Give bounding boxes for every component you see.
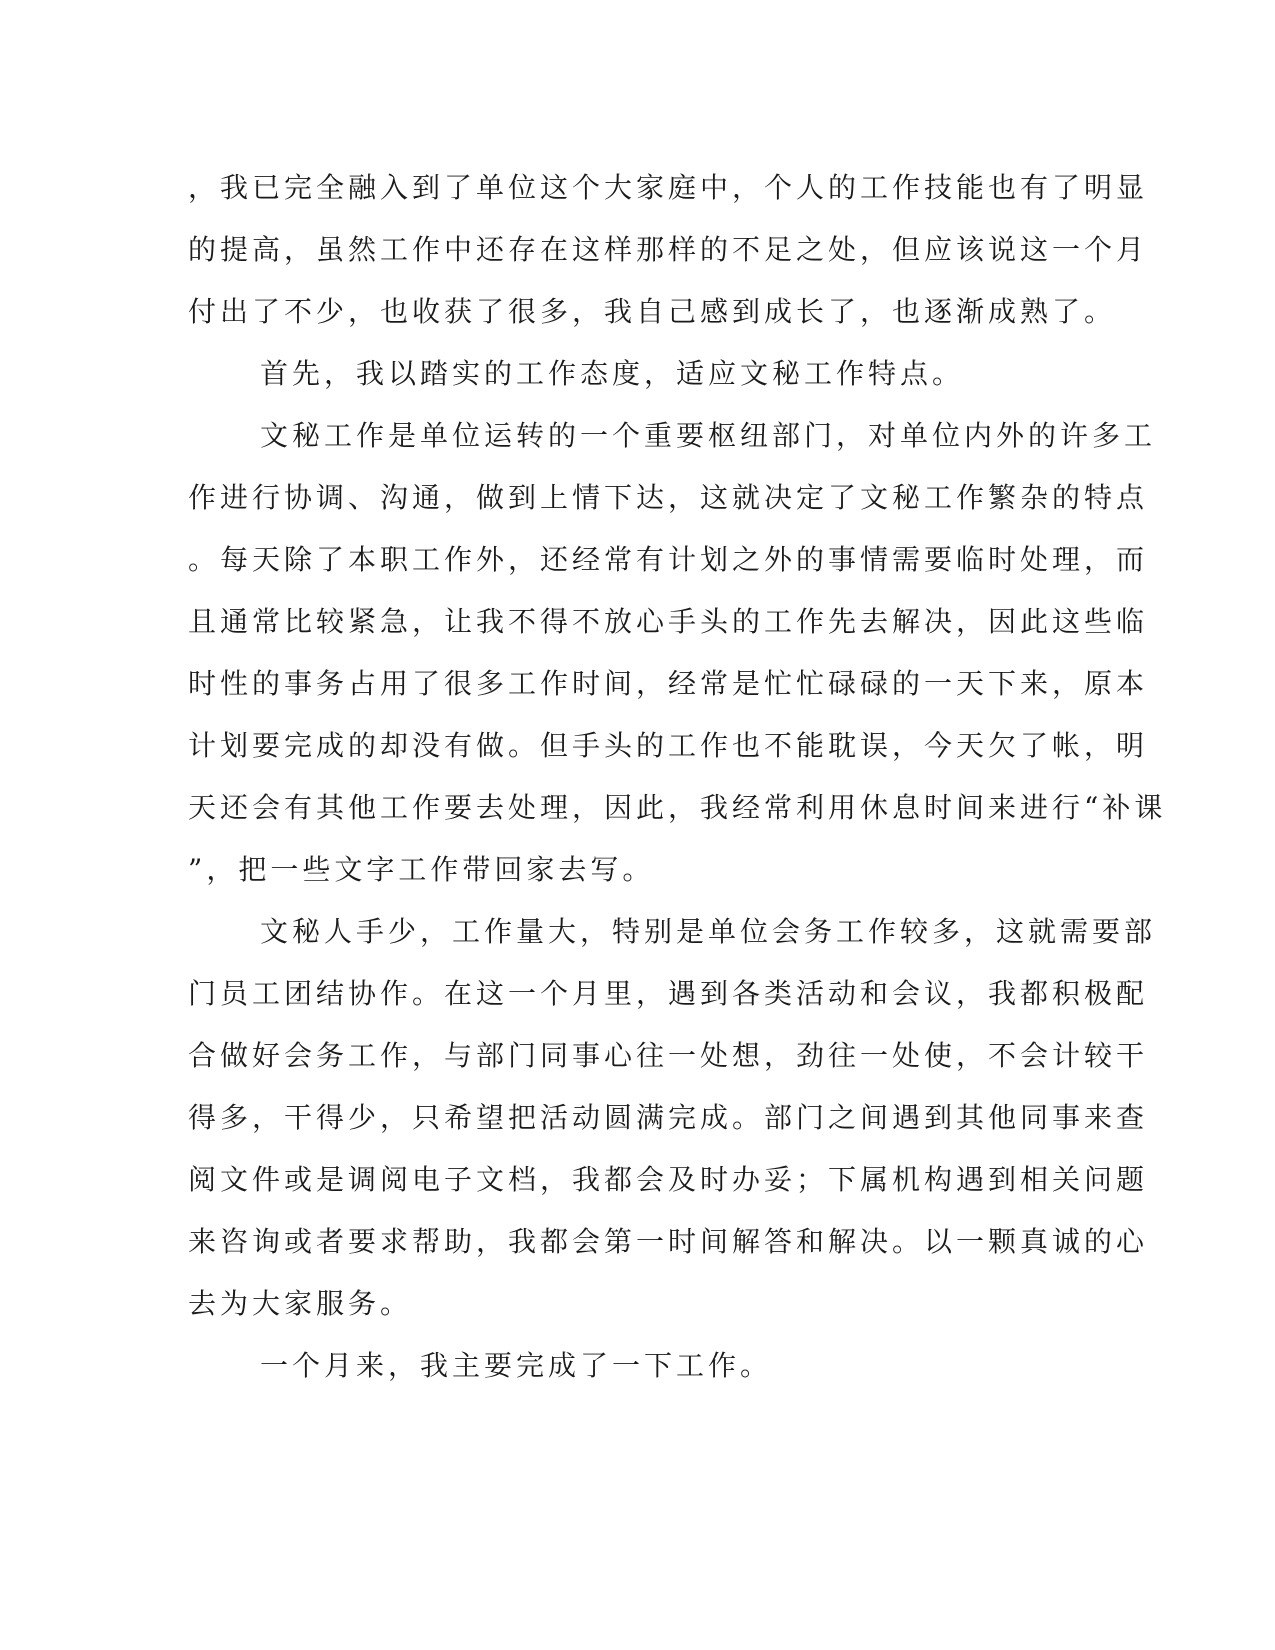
text-line-5: 文秘工作是单位运转的一个重要枢纽部门，对单位内外的许多工 <box>260 419 1157 452</box>
text-line-15: 合做好会务工作，与部门同事心往一处想，劲往一处使，不会计较干 <box>188 1039 1149 1072</box>
text-line-3: 付出了不少，也收获了很多，我自己感到成长了，也逐渐成熟了。 <box>188 295 1117 328</box>
text-line-16: 得多，干得少，只希望把活动圆满完成。部门之间遇到其他同事来查 <box>188 1101 1149 1134</box>
text-line-4: 首先，我以踏实的工作态度，适应文秘工作特点。 <box>260 357 965 390</box>
text-line-1: ，我已完全融入到了单位这个大家庭中，个人的工作技能也有了明显 <box>188 171 1149 204</box>
text-line-14: 门员工团结协作。在这一个月里，遇到各类活动和会议，我都积极配 <box>188 977 1149 1010</box>
text-line-8: 且通常比较紧急，让我不得不放心手头的工作先去解决，因此这些临 <box>188 605 1149 638</box>
text-line-6: 作进行协调、沟通，做到上情下达，这就决定了文秘工作繁杂的特点 <box>188 481 1149 514</box>
body-text <box>188 168 1167 1408</box>
text-line-12: ”，把一些文字工作带回家去写。 <box>188 853 655 886</box>
text-line-18: 来咨询或者要求帮助，我都会第一时间解答和解决。以一颗真诚的心 <box>188 1225 1149 1258</box>
text-line-19: 去为大家服务。 <box>188 1287 413 1320</box>
text-line-9: 时性的事务占用了很多工作时间，经常是忙忙碌碌的一天下来，原本 <box>188 667 1149 700</box>
text-line-17: 阅文件或是调阅电子文档，我都会及时办妥；下属机构遇到相关问题 <box>188 1163 1149 1196</box>
text-line-7: 。每天除了本职工作外，还经常有计划之外的事情需要临时处理，而 <box>188 543 1149 576</box>
text-line-11: 天还会有其他工作要去处理，因此，我经常利用休息时间来进行“补课 <box>188 791 1167 824</box>
text-line-10: 计划要完成的却没有做。但手头的工作也不能耽误，今天欠了帐，明 <box>188 729 1149 762</box>
text-line-2: 的提高，虽然工作中还存在这样那样的不足之处，但应该说这一个月 <box>188 233 1149 266</box>
text-line-20: 一个月来，我主要完成了一下工作。 <box>260 1349 773 1382</box>
text-line-13: 文秘人手少，工作量大，特别是单位会务工作较多，这就需要部 <box>260 915 1157 948</box>
